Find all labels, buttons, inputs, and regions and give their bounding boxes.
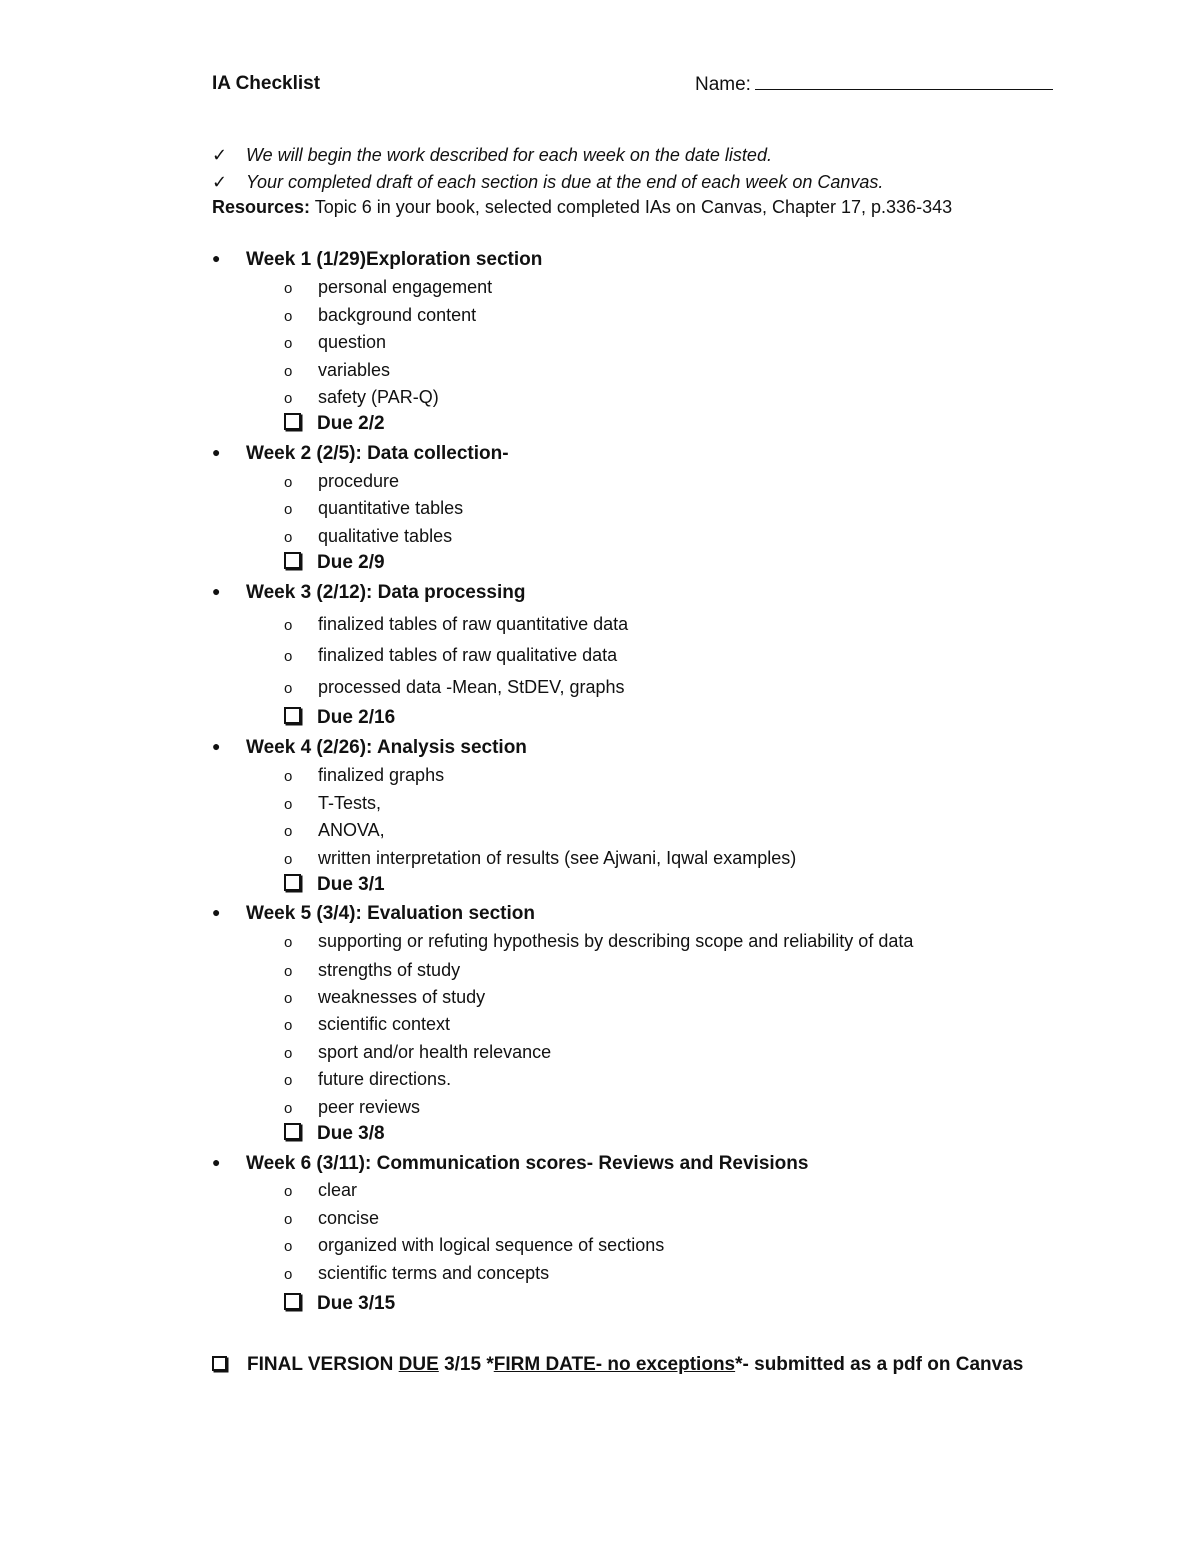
list-item-text: future directions. [318,1069,452,1089]
list-item-text: scientific context [318,1014,451,1034]
checkbox-icon [212,1356,227,1371]
list-item-text: sport and/or health relevance [318,1042,552,1062]
list-item [284,1208,379,1229]
circle-bullet-icon: o [284,796,293,813]
final-due-word: DUE [398,1354,439,1375]
week-title: Week 4 (2/26): Analysis section [246,737,527,758]
bullet-icon: ● [212,1154,221,1170]
list-item-text: background content [318,305,477,325]
name-field [695,73,1053,96]
checkbox-icon [284,1123,301,1140]
list-item [284,1069,451,1090]
list-item-text: supporting or refuting hypothesis by describing scope and reliability of data [318,931,914,951]
list-item [284,645,617,666]
due-text: Due 3/8 [317,1123,385,1144]
resources-text: Topic 6 in your book, selected completed IAs on Canvas, Chapter 17, p.336-343 [310,197,953,217]
note-line [212,172,883,193]
list-item-text: personal engagement [318,277,493,297]
list-item [284,1180,357,1201]
week-heading [212,1153,808,1175]
resources-line [212,197,952,218]
note-line [212,145,772,166]
circle-bullet-icon: o [284,648,293,665]
list-item-text: ANOVA, [318,820,385,840]
bullet-icon: ● [212,250,221,266]
circle-bullet-icon: o [284,474,293,491]
list-item-text: clear [318,1180,358,1200]
list-item-text: question [318,332,387,352]
final-text: FINAL VERSION [247,1354,399,1375]
list-item-text: processed data -Mean, StDEV, graphs [318,677,625,697]
circle-bullet-icon: o [284,617,293,634]
list-item [284,1014,450,1035]
list-item [284,1097,420,1118]
list-item [284,305,476,326]
week-title: Week 3 (2/12): Data processing [246,582,526,603]
due-text: Due 2/9 [317,552,385,573]
checkbox-icon [284,552,301,569]
list-item [284,820,385,841]
week-heading [212,903,535,925]
list-item-text: finalized graphs [318,765,445,785]
list-item [284,387,439,408]
circle-bullet-icon: o [284,529,293,546]
checkbox-icon [284,707,301,724]
circle-bullet-icon: o [284,1211,293,1228]
final-version-line [212,1354,1023,1376]
list-item [284,614,628,635]
list-item [284,960,460,981]
circle-bullet-icon: o [284,823,293,840]
list-item [284,931,913,952]
list-item-text: organized with logical sequence of sections [318,1235,665,1255]
checkbox-icon [284,1293,301,1310]
circle-bullet-icon: o [284,280,293,297]
circle-bullet-icon: o [284,390,293,407]
circle-bullet-icon: o [284,363,293,380]
list-item-text: T-Tests, [318,793,382,813]
circle-bullet-icon: o [284,851,293,868]
bullet-icon: ● [212,738,221,754]
due-item [284,413,385,435]
list-item [284,332,386,353]
resources-label: Resources: [212,197,311,217]
list-item-text: concise [318,1208,380,1228]
checkbox-icon [284,413,301,430]
due-text: Due 2/2 [317,413,385,434]
circle-bullet-icon: o [284,1238,293,1255]
final-submission-note: *- submitted as a pdf on Canvas [735,1354,1024,1375]
list-item-text: variables [318,360,391,380]
circle-bullet-icon: o [284,1183,293,1200]
bullet-icon: ● [212,583,221,599]
list-item [284,793,381,814]
week-heading [212,737,527,759]
list-item [284,987,485,1008]
note-text: Your completed draft of each section is due at the end of each week on Canvas. [246,172,884,192]
circle-bullet-icon: o [284,335,293,352]
list-item-text: safety (PAR-Q) [318,387,439,407]
list-item [284,360,390,381]
list-item [284,848,796,869]
week-title: Week 1 (1/29)Exploration section [246,249,543,270]
list-item-text: finalized tables of raw quantitative data [318,614,629,634]
list-item [284,277,492,298]
list-item-text: procedure [318,471,400,491]
bullet-icon: ● [212,904,221,920]
list-item [284,1235,664,1256]
final-firm-date: FIRM DATE- no exceptions [493,1354,736,1375]
circle-bullet-icon: o [284,1017,293,1034]
week-heading [212,443,509,465]
list-item-text: qualitative tables [318,526,453,546]
note-text: We will begin the work described for each week on the date listed. [246,145,772,165]
week-heading [212,582,525,604]
week-heading [212,249,542,271]
checkmark-icon: ✓ [212,145,228,165]
list-item-text: strengths of study [318,960,461,980]
name-label: Name: [695,74,751,95]
due-item [284,1293,395,1315]
due-text: Due 3/1 [317,874,385,895]
week-title: Week 2 (2/5): Data collection- [246,443,509,464]
circle-bullet-icon: o [284,1072,293,1089]
circle-bullet-icon: o [284,1045,293,1062]
week-title: Week 6 (3/11): Communication scores- Reviews and Revisions [246,1153,809,1174]
list-item [284,498,463,519]
list-item-text: peer reviews [318,1097,421,1117]
list-item-text: finalized tables of raw qualitative data [318,645,618,665]
circle-bullet-icon: o [284,1100,293,1117]
due-item [284,1123,385,1145]
due-item [284,707,395,729]
circle-bullet-icon: o [284,680,293,697]
circle-bullet-icon: o [284,934,293,951]
list-item [284,765,444,786]
due-text: Due 2/16 [317,707,396,728]
week-title: Week 5 (3/4): Evaluation section [246,903,535,924]
name-blank-line [755,73,1053,90]
circle-bullet-icon: o [284,990,293,1007]
checkmark-icon: ✓ [212,172,228,192]
due-text: Due 3/15 [317,1293,396,1314]
circle-bullet-icon: o [284,501,293,518]
due-item [284,874,385,896]
list-item-text: weaknesses of study [318,987,486,1007]
circle-bullet-icon: o [284,1266,293,1283]
list-item [284,471,399,492]
list-item-text: written interpretation of results (see Ajwani, Iqwal examples) [318,848,797,868]
circle-bullet-icon: o [284,308,293,325]
list-item-text: scientific terms and concepts [318,1263,550,1283]
list-item [284,677,625,698]
list-item [284,1263,549,1284]
final-date: 3/15 * [438,1354,494,1375]
circle-bullet-icon: o [284,768,293,785]
list-item [284,1042,551,1063]
checkbox-icon [284,874,301,891]
list-item [284,526,452,547]
list-item-text: quantitative tables [318,498,464,518]
due-item [284,552,385,574]
circle-bullet-icon: o [284,963,293,980]
bullet-icon: ● [212,444,221,460]
document-title: IA Checklist [212,73,321,94]
